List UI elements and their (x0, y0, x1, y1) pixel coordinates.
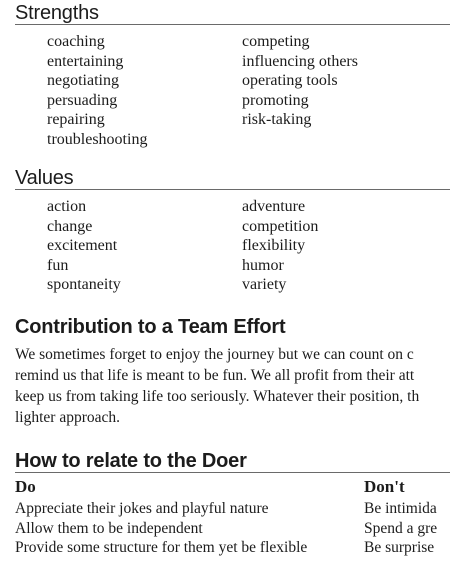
relate-heading: How to relate to the Doer (15, 450, 247, 472)
strengths-section (15, 2, 450, 148)
list-item: flexibility (242, 237, 306, 255)
contribution-line: remind us that life is meant to be fun. We all profit from their att (15, 367, 415, 384)
strengths-heading: Strengths (15, 2, 99, 24)
list-item: adventure (242, 198, 306, 215)
relate-section (15, 450, 450, 558)
list-item: spontaneity (47, 276, 121, 294)
list-item: excitement (47, 237, 118, 255)
list-item: repairing (47, 111, 105, 129)
list-item: variety (242, 276, 287, 294)
list-item: risk-taking (242, 111, 312, 129)
list-item: operating tools (242, 72, 338, 90)
values-section (15, 167, 450, 294)
relate-rule (15, 472, 450, 473)
do-item: Allow them to be independent (15, 519, 203, 537)
list-item: promoting (242, 91, 309, 109)
table-row (15, 519, 450, 539)
dont-column-header: Don't (364, 477, 405, 496)
list-item: persuading (47, 91, 118, 109)
dont-item: Spend a gre (364, 519, 438, 537)
do-item: Provide some structure for them yet be flexible (15, 539, 308, 557)
list-item: entertaining (47, 52, 124, 70)
strengths-right-list (242, 32, 358, 130)
do-column-header: Do (15, 477, 36, 496)
list-item: humor (242, 256, 284, 274)
contribution-line: We sometimes forget to enjoy the journey but we can count on c (15, 346, 414, 363)
values-rule (15, 189, 450, 190)
contribution-section (15, 316, 450, 428)
table-row (15, 538, 450, 558)
list-item: competition (242, 217, 319, 235)
list-item: change (47, 217, 93, 235)
list-item: troubleshooting (47, 130, 148, 148)
dont-item: Be intimida (364, 500, 437, 517)
contribution-line: keep us from taking life too seriously. Whatever their position, th (15, 388, 420, 405)
relate-rows (15, 499, 450, 558)
list-item: action (47, 198, 87, 215)
strengths-left-list (47, 32, 147, 150)
values-right-list (242, 197, 318, 295)
list-item: competing (242, 33, 310, 50)
list-item: negotiating (47, 72, 119, 90)
list-item: fun (47, 256, 69, 274)
relate-column-headers (15, 477, 450, 499)
do-item: Appreciate their jokes and playful nature (15, 500, 269, 517)
values-left-list (47, 197, 121, 295)
contribution-line: lighter approach. (15, 409, 121, 426)
list-item: influencing others (242, 52, 358, 70)
strengths-rule (15, 24, 450, 25)
table-row (15, 499, 450, 519)
list-item: coaching (47, 33, 105, 50)
values-heading: Values (15, 167, 74, 189)
dont-item: Be surprise (364, 539, 435, 557)
contribution-heading: Contribution to a Team Effort (15, 316, 286, 338)
